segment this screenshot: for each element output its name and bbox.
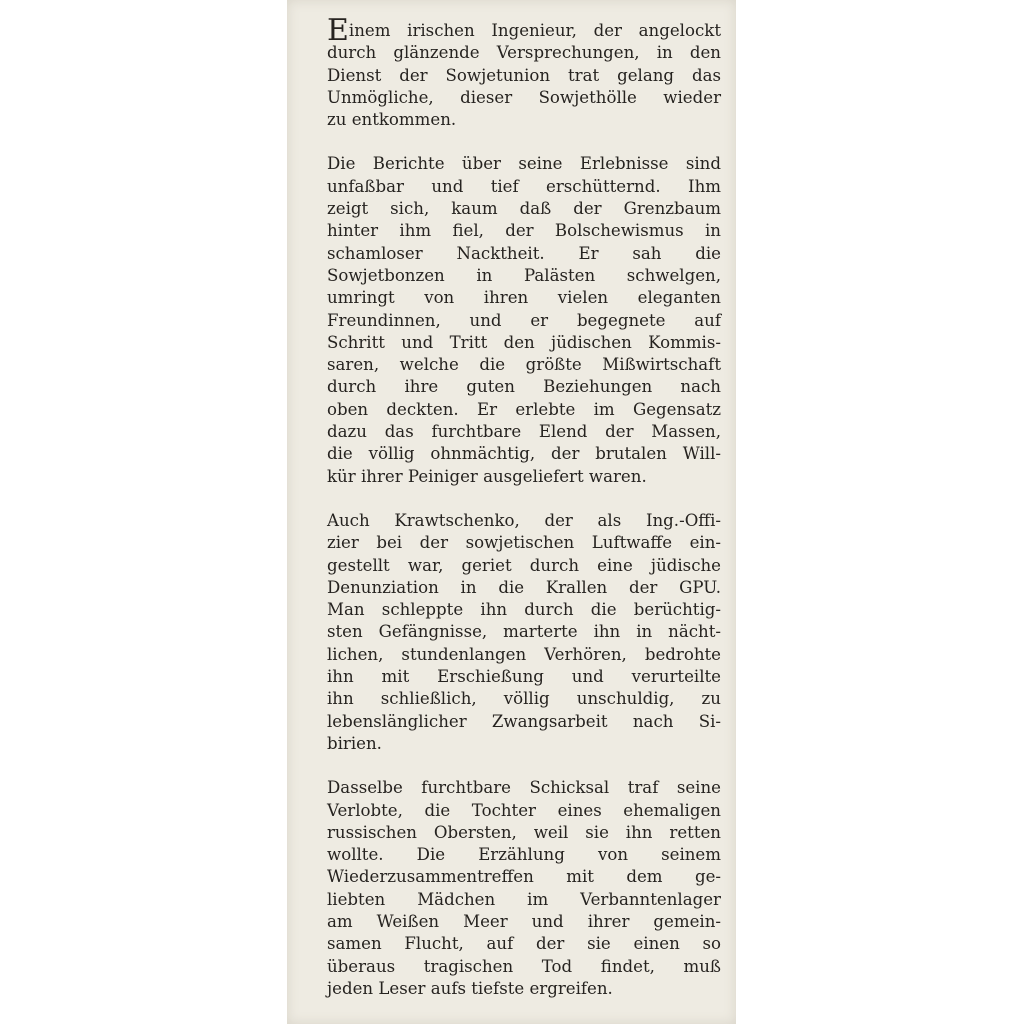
text-line: kür ihrer Peiniger ausgeliefert waren. [327, 466, 647, 486]
text-line: sten Gefängnisse, marterte ihn in nächt- [327, 622, 721, 642]
paragraph [327, 153, 721, 487]
text-line: Man schleppte ihn durch die berüchtig- [327, 600, 721, 620]
text-line: zier bei der sowjetischen Luftwaffe ein- [327, 533, 721, 553]
text-line: Wiederzusammentreffen mit dem ge- [327, 867, 721, 887]
text-line: Verlobte, die Tochter eines ehemaligen [327, 800, 721, 820]
text-line: zeigt sich, kaum daß der Grenzbaum [327, 199, 721, 219]
text-line: ihn mit Erschießung und verurteilte [327, 667, 721, 687]
book-page [287, 0, 736, 1024]
text-line: umringt von ihren vielen eleganten [327, 288, 721, 308]
text-line: Freundinnen, und er begegnete auf [327, 310, 721, 330]
text-line: Unmögliche, dieser Sowjethölle wieder [327, 87, 721, 107]
text-line: unfaßbar und tief erschütternd. Ihm [327, 176, 721, 196]
drop-cap: E [327, 13, 349, 48]
text-line: hinter ihm fiel, der Bolschewismus in [327, 221, 721, 241]
text-line: oben deckten. Er erlebte im Gegensatz [327, 399, 721, 419]
text-line: überaus tragischen Tod findet, muß [327, 956, 721, 976]
text-line [327, 13, 721, 48]
text-line-content: inem irischen Ingenieur, der angelockt [348, 21, 721, 40]
text-line: Dasselbe furchtbare Schicksal traf seine [327, 778, 721, 798]
text-line: Denunziation in die Krallen der GPU. [327, 577, 721, 597]
text-line: saren, welche die größte Mißwirtschaft [327, 355, 721, 375]
text-line: durch glänzende Versprechungen, in den [327, 43, 721, 63]
paragraph [327, 510, 721, 755]
text-line: ihn schließlich, völlig unschuldig, zu [327, 689, 721, 709]
text-line: Auch Krawtschenko, der als Ing.-Offi- [327, 510, 721, 530]
paragraph [327, 13, 721, 131]
text-line: jeden Leser aufs tiefste ergreifen. [327, 978, 613, 998]
text-line: birien. [327, 733, 382, 753]
text-line: samen Flucht, auf der sie einen so [327, 934, 721, 954]
text-line: russischen Obersten, weil sie ihn retten [327, 822, 721, 842]
text-line: Dienst der Sowjetunion trat gelang das [327, 65, 721, 85]
blurb-text [327, 13, 721, 1022]
text-line: liebten Mädchen im Verbanntenlager [327, 889, 721, 909]
paragraph [327, 777, 721, 1000]
text-line: wollte. Die Erzählung von seinem [327, 845, 721, 865]
text-line: gestellt war, geriet durch eine jüdische [327, 555, 721, 575]
text-line: die völlig ohnmächtig, der brutalen Will- [327, 444, 721, 464]
text-line: schamloser Nacktheit. Er sah die [327, 243, 721, 263]
text-line: dazu das furchtbare Elend der Massen, [327, 422, 721, 442]
text-line: Sowjetbonzen in Palästen schwelgen, [327, 265, 721, 285]
text-line: lichen, stundenlangen Verhören, bedrohte [327, 644, 721, 664]
text-line: zu entkommen. [327, 110, 457, 130]
text-line: Die Berichte über seine Erlebnisse sind [327, 154, 721, 174]
text-line: durch ihre guten Beziehungen nach [327, 377, 721, 397]
text-line: Schritt und Tritt den jüdischen Kommis- [327, 332, 721, 352]
text-line: lebenslänglicher Zwangsarbeit nach Si- [327, 711, 721, 731]
text-line: am Weißen Meer und ihrer gemein- [327, 911, 721, 931]
